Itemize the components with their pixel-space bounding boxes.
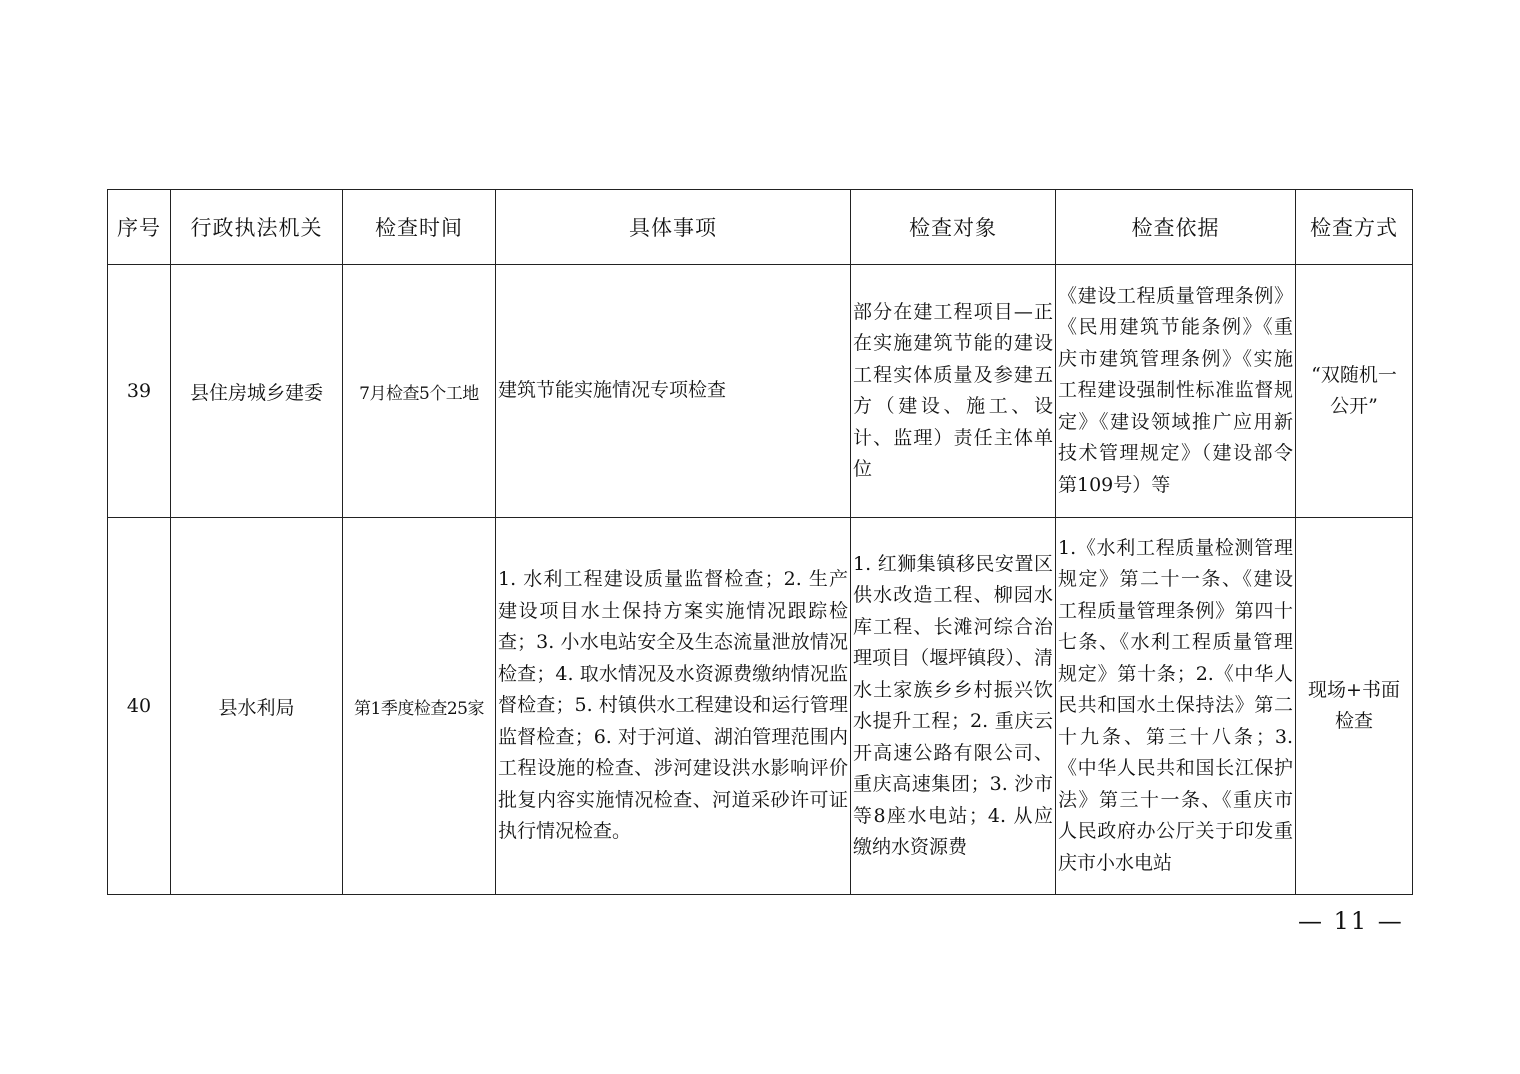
cell-agency: 县水利局 [171,518,343,895]
cell-num: 40 [108,518,171,895]
header-num: 序号 [108,190,171,265]
cell-num: 39 [108,265,171,518]
cell-basis: 1.《水利工程质量检测管理规定》第二十一条、《建设工程质量管理条例》第四十七条、《水利工程质量管理规定》第十条；2.《中华人民共和国水土保持法》第二十九条、第三十八条；3.《中华人民共和国长江保护法》第三十一条、《重庆市人民政府办公厅关于印发重庆市小水电站 [1056,518,1296,895]
method-line-2: 公开” [1330,395,1378,417]
cell-method [1296,265,1413,518]
table-header-row [108,190,1413,265]
header-agency: 行政执法机关 [171,190,343,265]
cell-target: 1. 红狮集镇移民安置区供水改造工程、柳园水库工程、长滩河综合治理项目（堰坪镇段）、清水土家族乡乡村振兴饮水提升工程；2. 重庆云开高速公路有限公司、重庆高速集团；3. 沙市等8座水电站；4. 从应缴纳水资源费 [851,518,1056,895]
header-method: 检查方式 [1296,190,1413,265]
cell-agency: 县住房城乡建委 [171,265,343,518]
table-row [108,518,1413,895]
cell-basis: 《建设工程质量管理条例》《民用建筑节能条例》《重庆市建筑管理条例》《实施工程建设强制性标准监督规定》《建设领域推广应用新技术管理规定》（建设部令第109号）等 [1056,265,1296,518]
header-time: 检查时间 [343,190,496,265]
cell-target: 部分在建工程项目—正在实施建筑节能的建设工程实体质量及参建五方（建设、施工、设计、监理）责任主体单位 [851,265,1056,518]
cell-time: 7月检查5个工地 [343,265,496,518]
method-line-1: “双随机一 [1311,364,1397,386]
inspection-table [107,189,1413,895]
cell-method [1296,518,1413,895]
page-number: — 11 — [1298,907,1404,935]
header-item: 具体事项 [496,190,851,265]
cell-item: 建筑节能实施情况专项检查 [496,265,851,518]
cell-item: 1. 水利工程建设质量监督检查；2. 生产建设项目水土保持方案实施情况跟踪检查；3. 小水电站安全及生态流量泄放情况检查；4. 取水情况及水资源费缴纳情况监督检查；5. 村镇供水工程建设和运行管理监督检查；6. 对于河道、湖泊管理范围内工程设施的检查、涉河建设洪水影响评价批复内容实施情况检查、河道采砂许可证执行情况检查。 [496,518,851,895]
header-basis: 检查依据 [1056,190,1296,265]
cell-time: 第1季度检查25家 [343,518,496,895]
table-row [108,265,1413,518]
method-line-1: 现场+书面 [1308,679,1400,701]
method-line-2: 检查 [1334,710,1373,732]
header-target: 检查对象 [851,190,1056,265]
